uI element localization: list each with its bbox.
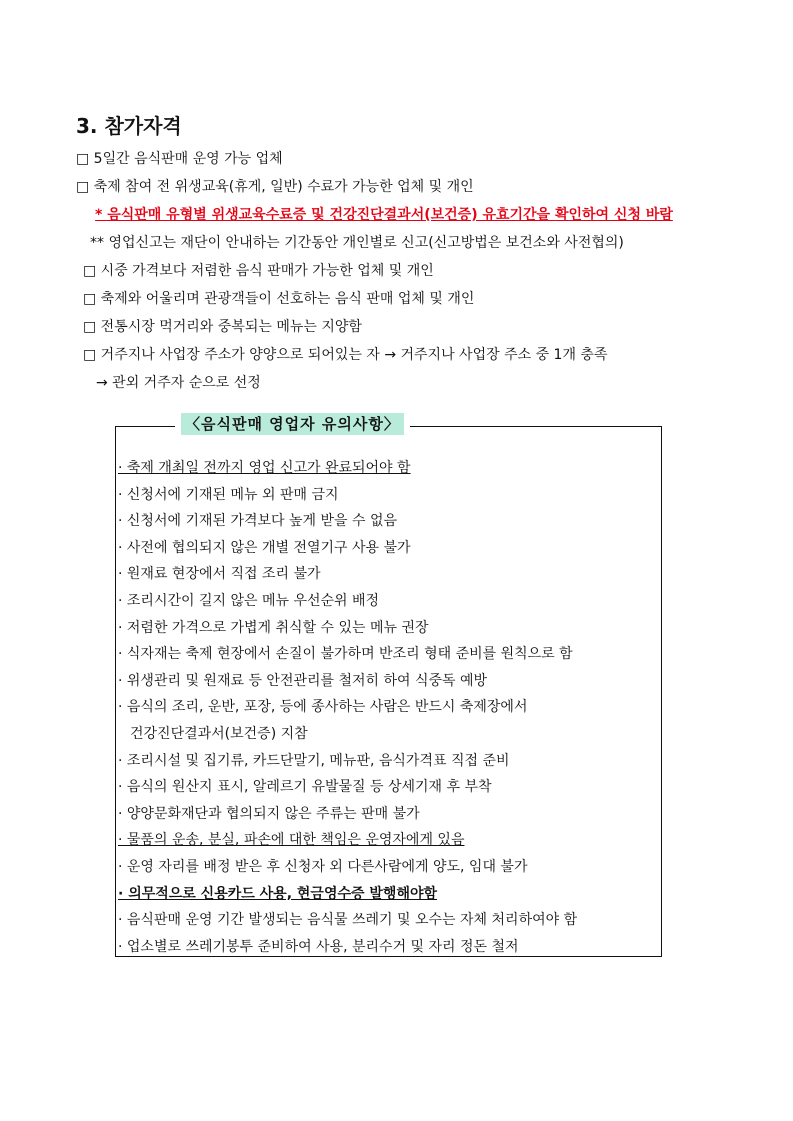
section-title: 3. 참가자격 [76,114,182,138]
notice-item: · 음식판매 운영 기간 발생되는 음식물 쓰레기 및 오수는 자체 처리하여야 함 [118,912,578,929]
qualification-item: □ 전통시장 먹거리와 중복되는 메뉴는 지양함 [83,319,362,335]
notice-item: · 원재료 현장에서 직접 조리 불가 [118,566,321,583]
notice-item: · 조리시간이 길지 않은 메뉴 우선순위 배정 [118,592,380,609]
notice-item: · 식자재는 축제 현장에서 손질이 불가하며 반조리 형태 준비를 원칙으로 함 [118,646,573,663]
notice-item: · 양양문화재단과 협의되지 않은 주류는 판매 불가 [118,805,420,822]
notice-item: · 사전에 협의되지 않은 개별 전열기구 사용 불가 [118,539,411,556]
notice-item: · 물품의 운송, 분실, 파손에 대한 책임은 운영자에게 있음 [118,832,465,849]
notice-item: · 의무적으로 신용카드 사용, 현금영수증 발행해야함 [118,885,438,902]
notice-item-continuation: 건강진단결과서(보건증) 지참 [130,725,308,742]
qualification-note: ** 영업신고는 재단이 안내하는 기간동안 개인별로 신고(신고방법은 보건소와 사전협의) [90,235,624,251]
notice-box-title-wrap [175,413,410,435]
notice-box-title: 〈음식판매 영업자 유의사항〉 [181,413,404,435]
qualification-warning: * 음식판매 유형별 위생교육수료증 및 건강진단결과서(보건증) 유효기간을 확인하여 신청 바람 [95,207,673,223]
notice-item: · 위생관리 및 원재료 등 안전관리를 철저히 하여 식중독 예방 [118,672,488,689]
notice-item: · 운영 자리를 배정 받은 후 신청자 외 다른사람에게 양도, 임대 불가 [118,858,528,875]
notice-item: · 음식의 조리, 운반, 포장, 등에 종사하는 사람은 반드시 축제장에서 [118,699,528,716]
notice-item: · 음식의 원산지 표시, 알레르기 유발물질 등 상세기재 후 부착 [118,779,492,796]
notice-item: · 업소별로 쓰레기봉투 준비하여 사용, 분리수거 및 자리 정돈 철저 [118,938,519,955]
qualification-item: □ 축제 참여 전 위생교육(휴게, 일반) 수료가 가능한 업체 및 개인 [76,179,474,195]
qualification-item: □ 거주지나 사업장 주소가 양양으로 되어있는 자 → 거주지나 사업장 주소 중 1개 충족 [83,347,608,363]
notice-list [118,455,577,960]
notice-item: · 축제 개최일 전까지 영업 신고가 완료되어야 함 [118,460,411,476]
notice-item: · 신청서에 기재된 가격보다 높게 받을 수 없음 [118,513,398,530]
notice-item: · 조리시설 및 집기류, 카드단말기, 메뉴판, 음식가격표 직접 준비 [118,752,510,769]
qualification-item: □ 5일간 음식판매 운영 가능 업체 [76,151,283,167]
notice-item: · 저렴한 가격으로 가볍게 취식할 수 있는 메뉴 권장 [118,619,429,636]
qualification-item: □ 축제와 어울리며 관광객들이 선호하는 음식 판매 업체 및 개인 [83,291,475,307]
notice-item: · 신청서에 기재된 메뉴 외 판매 금지 [118,486,339,503]
qualification-item-continuation: → 관외 거주자 순으로 선정 [96,375,261,391]
qualification-item: □ 시중 가격보다 저렴한 음식 판매가 가능한 업체 및 개인 [83,263,434,279]
